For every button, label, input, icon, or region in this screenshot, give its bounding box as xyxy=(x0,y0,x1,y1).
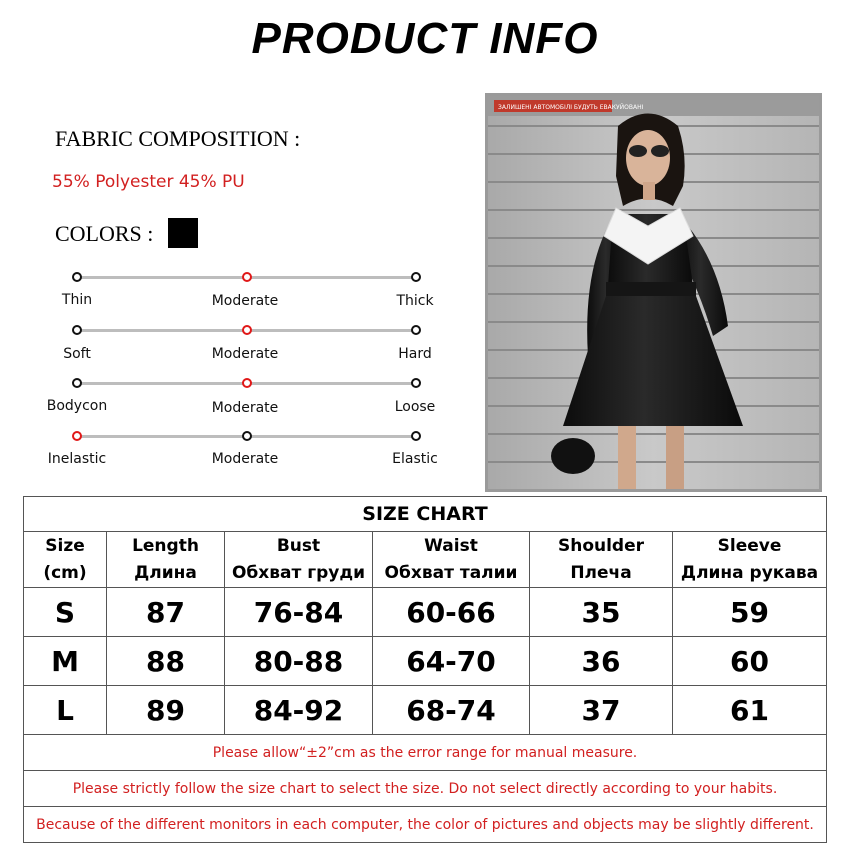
cell-sleeve: 61 xyxy=(673,686,827,735)
note-row xyxy=(24,735,827,771)
scale-label: Moderate xyxy=(211,451,279,467)
scale-dot xyxy=(72,325,82,335)
product-photo-illustration xyxy=(488,96,819,489)
cell-waist: 60-66 xyxy=(373,588,530,637)
cell-size: S xyxy=(24,588,107,637)
scale-dot xyxy=(242,431,252,441)
product-photo xyxy=(485,93,822,492)
cell-bust: 84-92 xyxy=(225,686,373,735)
size-row-m xyxy=(24,637,827,686)
note-error-range: Please allow“±2”cm as the error range for manual measure. xyxy=(24,735,827,771)
color-swatch-black[interactable] xyxy=(168,218,198,248)
scale-label: Hard xyxy=(398,346,432,362)
header-line: Sleeve xyxy=(717,535,782,556)
header-sleeve xyxy=(673,532,827,588)
scale-label: Moderate xyxy=(211,293,279,309)
note-row xyxy=(24,807,827,843)
header-line: (cm) xyxy=(43,562,87,583)
size-chart-table xyxy=(23,496,827,843)
scale-dot xyxy=(411,431,421,441)
scale-dot-selected xyxy=(72,431,82,441)
cell-sleeve: 59 xyxy=(673,588,827,637)
note-follow-chart: Please strictly follow the size chart to select the size. Do not select directly according to your habits. xyxy=(24,771,827,807)
scale-label: Thin xyxy=(61,292,93,308)
header-line: Size xyxy=(45,535,85,556)
size-chart-title: SIZE CHART xyxy=(24,497,827,532)
scale-dot xyxy=(72,378,82,388)
header-line: Обхват талии xyxy=(384,562,518,583)
scale-dot-selected xyxy=(242,272,252,282)
cell-bust: 76-84 xyxy=(225,588,373,637)
photo-banner-text: ЗАЛИШЕНІ АВТОМОБІЛІ БУДУТЬ ЕВАКУЙОВАНІ xyxy=(498,104,644,111)
cell-waist: 68-74 xyxy=(373,686,530,735)
note-monitor-color: Because of the different monitors in each computer, the color of pictures and objects may be slightly different. xyxy=(24,807,827,843)
header-line: Shoulder xyxy=(557,535,645,556)
header-line: Длина xyxy=(134,562,197,583)
cell-waist: 64-70 xyxy=(373,637,530,686)
cell-sleeve: 60 xyxy=(673,637,827,686)
scale-label: Inelastic xyxy=(47,451,107,467)
fabric-composition-value: 55% Polyester 45% PU xyxy=(52,172,245,192)
header-line: Waist xyxy=(424,535,478,556)
cell-length: 89 xyxy=(107,686,225,735)
header-size xyxy=(24,532,107,588)
scale-dot xyxy=(411,325,421,335)
header-waist xyxy=(373,532,530,588)
note-row xyxy=(24,771,827,807)
header-line: Bust xyxy=(276,535,321,556)
size-row-l xyxy=(24,686,827,735)
scale-label: Bodycon xyxy=(46,398,108,414)
scale-dot-selected xyxy=(242,378,252,388)
scale-dot xyxy=(411,272,421,282)
header-line: Плеча xyxy=(570,562,632,583)
scale-dot-selected xyxy=(242,325,252,335)
scale-label: Moderate xyxy=(211,346,279,362)
header-line: Обхват груди xyxy=(231,562,366,583)
cell-shoulder: 36 xyxy=(530,637,673,686)
scale-label: Elastic xyxy=(392,451,438,467)
scale-dot xyxy=(411,378,421,388)
cell-shoulder: 37 xyxy=(530,686,673,735)
header-length xyxy=(107,532,225,588)
size-chart-header-row xyxy=(24,532,827,588)
cell-bust: 80-88 xyxy=(225,637,373,686)
size-row-s xyxy=(24,588,827,637)
header-line: Length xyxy=(132,535,199,556)
cell-length: 87 xyxy=(107,588,225,637)
page-title: PRODUCT INFO xyxy=(251,14,599,63)
header-bust xyxy=(225,532,373,588)
colors-label: COLORS : xyxy=(55,221,154,246)
scale-label: Loose xyxy=(394,399,436,415)
cell-size: M xyxy=(24,637,107,686)
cell-size: L xyxy=(24,686,107,735)
cell-length: 88 xyxy=(107,637,225,686)
scale-label: Moderate xyxy=(211,400,279,416)
scale-label: Soft xyxy=(63,346,91,362)
header-line: Длина рукава xyxy=(680,562,819,583)
scale-label: Thick xyxy=(396,293,434,309)
fabric-composition-label: FABRIC COMPOSITION : xyxy=(55,126,301,151)
header-shoulder xyxy=(530,532,673,588)
scale-dot xyxy=(72,272,82,282)
cell-shoulder: 35 xyxy=(530,588,673,637)
